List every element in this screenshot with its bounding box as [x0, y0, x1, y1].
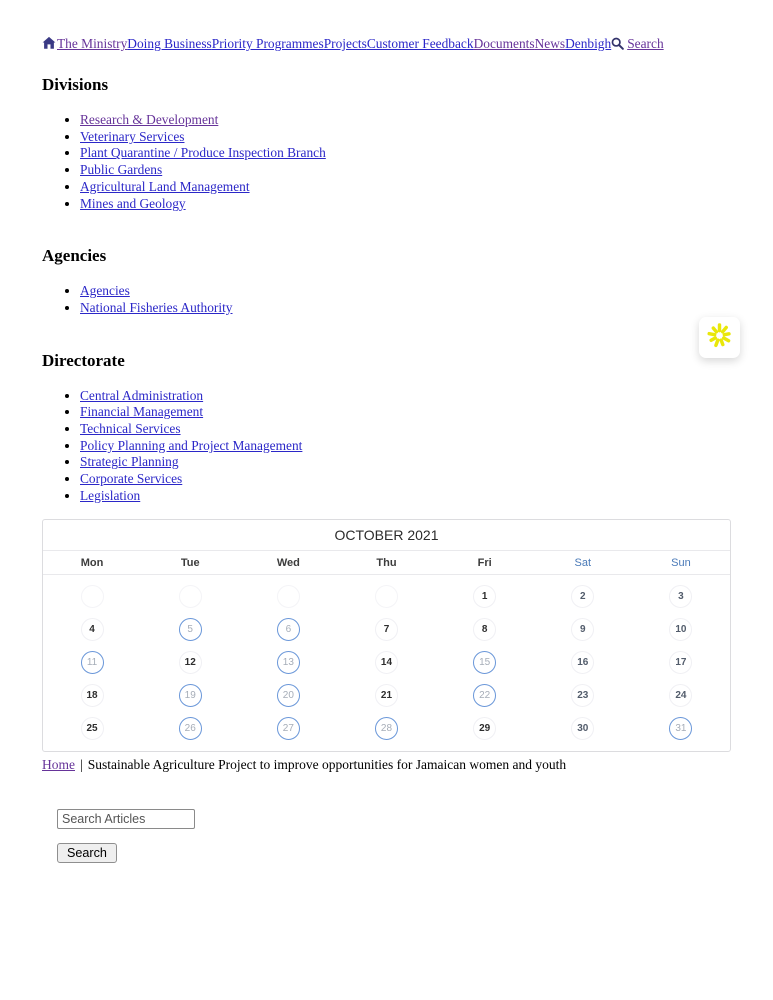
link-policy-planning-and-project-management[interactable]: Policy Planning and Project Management	[80, 437, 303, 453]
weekday-sat: Sat	[574, 556, 592, 569]
article-search-form	[57, 787, 731, 863]
calendar-cell	[632, 613, 730, 646]
calendar-day-15[interactable]: 15	[473, 651, 496, 674]
list-item	[80, 488, 731, 505]
link-mines-and-geology[interactable]: Mines and Geology	[80, 195, 186, 211]
weekday-thu: Thu	[376, 556, 397, 569]
link-public-gardens[interactable]: Public Gardens	[80, 162, 163, 178]
calendar-cell	[337, 679, 435, 712]
link-sections	[42, 75, 731, 504]
list-item	[80, 421, 731, 438]
calendar-cell	[239, 646, 337, 679]
calendar-cell	[239, 712, 337, 745]
calendar-cell	[534, 613, 632, 646]
calendar-day-empty	[81, 585, 104, 608]
nav-link-documents[interactable]: Documents	[473, 36, 535, 51]
calendar-day-19[interactable]: 19	[179, 684, 202, 707]
calendar-cell	[337, 712, 435, 745]
section-heading-divisions: Divisions	[42, 75, 109, 95]
nav-link-projects[interactable]: Projects	[323, 36, 367, 51]
calendar-cell	[43, 679, 141, 712]
calendar-cell	[43, 712, 141, 745]
breadcrumb	[42, 757, 731, 773]
link-financial-management[interactable]: Financial Management	[80, 404, 204, 420]
calendar-day-29: 29	[473, 717, 496, 740]
calendar-cell	[436, 712, 534, 745]
link-technical-services[interactable]: Technical Services	[80, 420, 181, 436]
calendar-cell	[239, 580, 337, 613]
calendar-day-31[interactable]: 31	[669, 717, 692, 740]
calendar-day-9: 9	[571, 618, 594, 641]
calendar-cell	[43, 646, 141, 679]
calendar-day-5[interactable]: 5	[179, 618, 202, 641]
calendar-cell	[436, 646, 534, 679]
calendar-day-6[interactable]: 6	[277, 618, 300, 641]
section-list-directorate	[42, 388, 731, 505]
calendar-day-23: 23	[571, 684, 594, 707]
nav-link-the-ministry[interactable]: The Ministry	[57, 36, 128, 51]
nav-search	[611, 36, 663, 51]
link-corporate-services[interactable]: Corporate Services	[80, 471, 183, 487]
calendar-day-22[interactable]: 22	[473, 684, 496, 707]
calendar-cell	[534, 712, 632, 745]
list-item	[80, 179, 731, 196]
calendar-cell	[337, 646, 435, 679]
list-item	[80, 454, 731, 471]
calendar-grid	[43, 575, 730, 751]
calendar-day-30: 30	[571, 717, 594, 740]
calendar-day-empty	[375, 585, 398, 608]
weekday-fri: Fri	[477, 556, 492, 569]
link-research-development[interactable]: Research & Development	[80, 112, 219, 128]
calendar-cell	[632, 712, 730, 745]
nav-link-news[interactable]: News	[534, 36, 566, 51]
weekday-tue: Tue	[180, 556, 200, 569]
nav-link-doing-business[interactable]: Doing Business	[127, 36, 212, 51]
link-plant-quarantine-produce-inspection-branch[interactable]: Plant Quarantine / Produce Inspection Branch	[80, 145, 326, 161]
calendar-day-empty	[179, 585, 202, 608]
calendar-day-1: 1	[473, 585, 496, 608]
accessibility-widget-button[interactable]	[699, 317, 740, 358]
list-item	[80, 471, 731, 488]
sunburst-icon	[706, 322, 733, 354]
calendar-day-20[interactable]: 20	[277, 684, 300, 707]
calendar-title: OCTOBER 2021	[43, 520, 730, 551]
calendar-day-25: 25	[81, 717, 104, 740]
calendar-weekdays	[43, 551, 730, 575]
calendar-day-17: 17	[669, 651, 692, 674]
calendar-day-28[interactable]: 28	[375, 717, 398, 740]
calendar-cell	[43, 613, 141, 646]
nav-link-customer-feedback[interactable]: Customer Feedback	[366, 36, 474, 51]
link-veterinary-services[interactable]: Veterinary Services	[80, 128, 185, 144]
calendar-day-16: 16	[571, 651, 594, 674]
section-list-divisions	[42, 112, 731, 212]
list-item	[80, 438, 731, 455]
breadcrumb-page-title: Sustainable Agriculture Project to improve opportunities for Jamaican women and youth	[87, 757, 567, 773]
nav-link-search[interactable]: Search	[627, 36, 664, 51]
calendar-cell	[239, 679, 337, 712]
calendar-day-27[interactable]: 27	[277, 717, 300, 740]
calendar-cell	[632, 646, 730, 679]
list-item	[80, 145, 731, 162]
calendar-cell	[141, 679, 239, 712]
calendar-day-4: 4	[81, 618, 104, 641]
link-agricultural-land-management[interactable]: Agricultural Land Management	[80, 178, 250, 194]
calendar-day-13[interactable]: 13	[277, 651, 300, 674]
link-national-fisheries-authority[interactable]: National Fisheries Authority	[80, 299, 233, 315]
calendar-day-11[interactable]: 11	[81, 651, 104, 674]
calendar	[42, 519, 731, 752]
calendar-day-7: 7	[375, 618, 398, 641]
list-item	[80, 162, 731, 179]
top-nav	[42, 36, 731, 54]
breadcrumb-separator: |	[80, 757, 83, 773]
calendar-cell	[534, 646, 632, 679]
link-strategic-planning[interactable]: Strategic Planning	[80, 454, 179, 470]
calendar-cell	[239, 613, 337, 646]
list-item	[80, 112, 731, 129]
calendar-cell	[141, 646, 239, 679]
calendar-cell	[337, 613, 435, 646]
list-item	[80, 300, 731, 317]
calendar-cell	[436, 613, 534, 646]
nav-link-priority-programmes[interactable]: Priority Programmes	[211, 36, 324, 51]
link-agencies[interactable]: Agencies	[80, 283, 130, 299]
list-item	[80, 388, 731, 405]
list-item	[80, 404, 731, 421]
calendar-day-2: 2	[571, 585, 594, 608]
calendar-day-21: 21	[375, 684, 398, 707]
calendar-cell	[436, 580, 534, 613]
link-central-administration[interactable]: Central Administration	[80, 387, 204, 403]
link-legislation[interactable]: Legislation	[80, 487, 141, 503]
calendar-day-10: 10	[669, 618, 692, 641]
home-icon[interactable]	[42, 36, 56, 54]
calendar-cell	[534, 580, 632, 613]
calendar-day-8: 8	[473, 618, 496, 641]
calendar-day-12: 12	[179, 651, 202, 674]
nav-links	[57, 36, 611, 51]
article-search-input[interactable]	[57, 809, 195, 829]
calendar-cell	[534, 679, 632, 712]
calendar-cell	[632, 679, 730, 712]
calendar-cell	[141, 712, 239, 745]
section-heading-directorate: Directorate	[42, 350, 125, 370]
calendar-cell	[141, 580, 239, 613]
calendar-cell	[337, 580, 435, 613]
search-icon	[611, 37, 624, 54]
nav-link-denbigh[interactable]: Denbigh	[565, 36, 612, 51]
calendar-cell	[436, 679, 534, 712]
breadcrumb-home-link[interactable]: Home	[42, 757, 75, 773]
calendar-cell	[141, 613, 239, 646]
calendar-cell	[43, 580, 141, 613]
calendar-day-26[interactable]: 26	[179, 717, 202, 740]
weekday-sun: Sun	[671, 556, 691, 569]
calendar-cell	[632, 580, 730, 613]
article-search-button[interactable]: Search	[57, 843, 117, 863]
section-heading-agencies: Agencies	[42, 246, 107, 266]
calendar-day-14: 14	[375, 651, 398, 674]
calendar-day-24: 24	[669, 684, 692, 707]
calendar-day-empty	[277, 585, 300, 608]
list-item	[80, 283, 731, 300]
list-item	[80, 196, 731, 213]
calendar-day-18: 18	[81, 684, 104, 707]
calendar-day-3: 3	[669, 585, 692, 608]
weekday-wed: Wed	[276, 556, 300, 569]
list-item	[80, 129, 731, 146]
section-list-agencies	[42, 283, 731, 316]
weekday-mon: Mon	[80, 556, 104, 569]
